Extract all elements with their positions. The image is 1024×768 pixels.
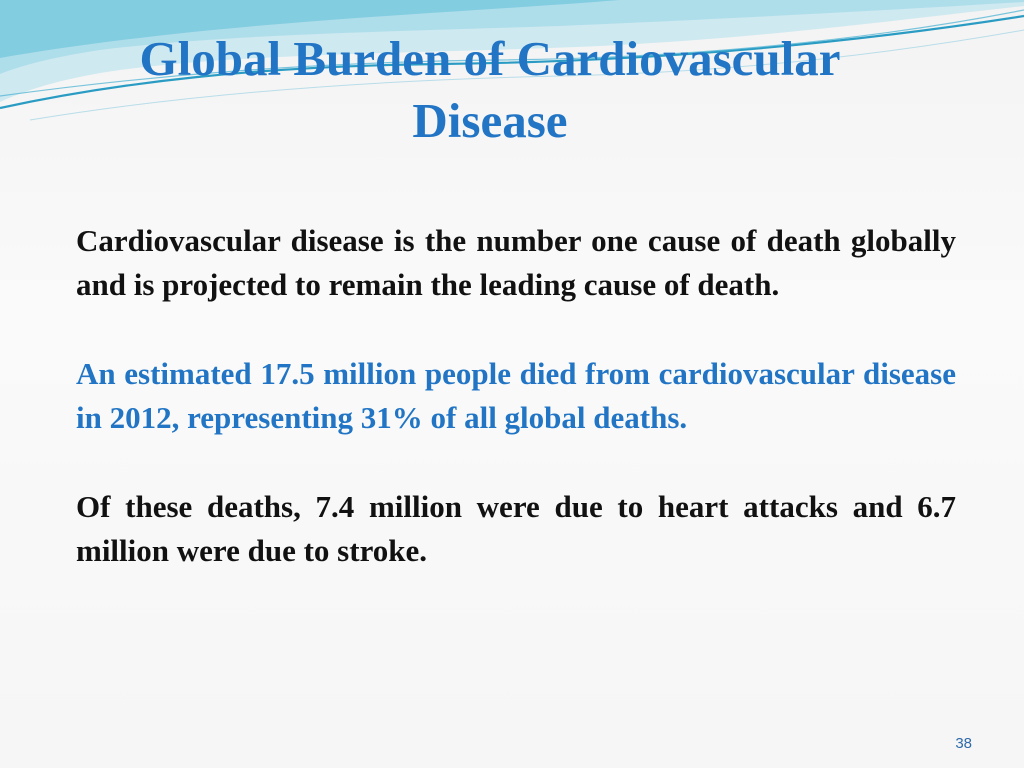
paragraph-deaths-2012: An estimated 17.5 million people died from cardiovascular disease in 2012, representing 31% of all global deaths.: [76, 356, 956, 435]
slide-title: Global Burden of Cardiovascular Disease: [139, 31, 841, 148]
paragraph-leading-cause: Cardiovascular disease is the number one cause of death globally and is projected to remain the leading cause of death.: [76, 223, 956, 302]
slide-body: [76, 219, 956, 618]
page-number: 38: [955, 735, 972, 752]
paragraph-heart-attacks-stroke: Of these deaths, 7.4 million were due to heart attacks and 6.7 million were due to stroke.: [76, 489, 956, 568]
